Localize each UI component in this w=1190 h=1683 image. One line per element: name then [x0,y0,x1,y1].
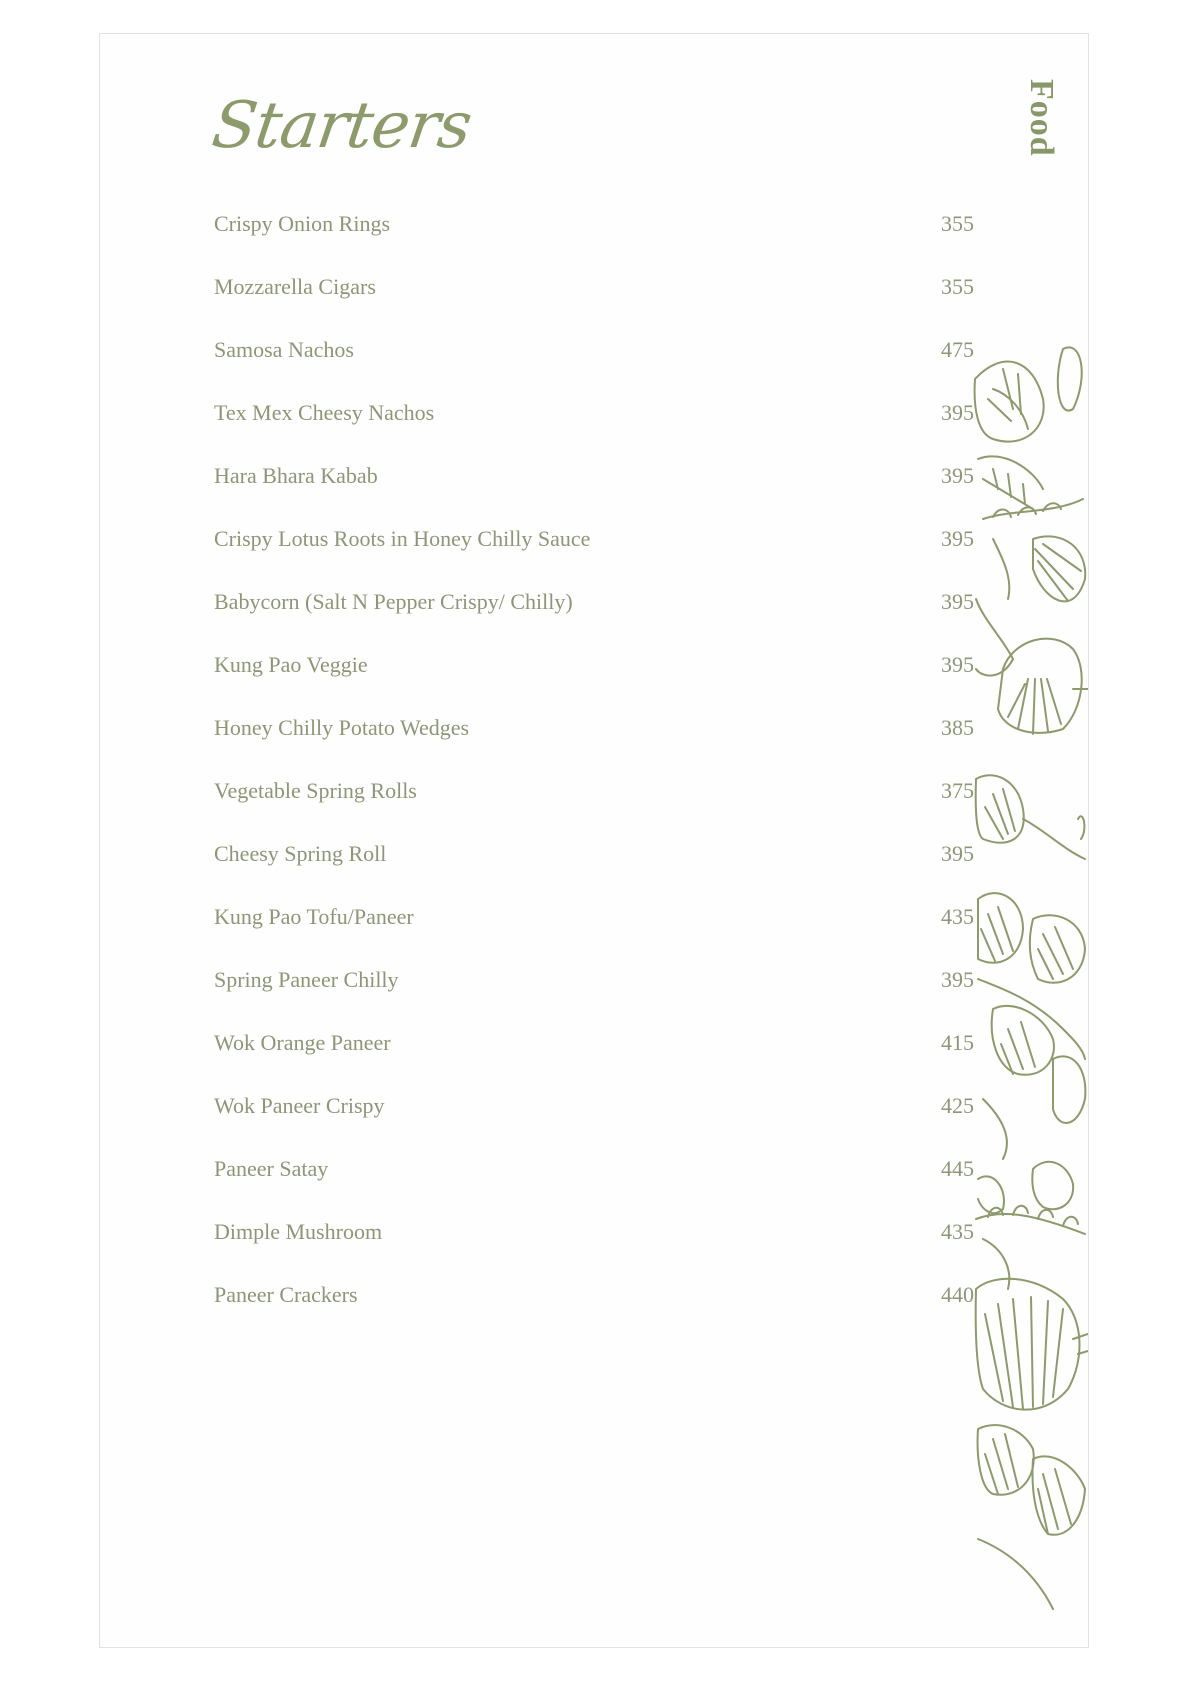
item-price: 375 [941,778,974,803]
item-price: 440 [941,1282,974,1307]
menu-item [214,841,974,904]
item-name: Mozzarella Cigars [214,274,376,299]
item-price: 425 [941,1093,974,1118]
botanical-illustration [973,339,1088,1619]
menu-page [99,33,1089,1648]
menu-item [214,526,974,589]
menu-item [214,1030,974,1093]
menu-item [214,1093,974,1156]
item-price: 395 [941,841,974,866]
item-name: Kung Pao Tofu/Paneer [214,904,414,929]
item-price: 395 [941,589,974,614]
menu-item [214,967,974,1030]
item-price: 415 [941,1030,974,1055]
item-name: Cheesy Spring Roll [214,841,387,866]
item-price: 385 [941,715,974,740]
menu-item [214,400,974,463]
item-name: Crispy Onion Rings [214,211,391,236]
item-price: 395 [941,526,974,551]
item-name: Wok Orange Paneer [214,1030,391,1055]
section-title: Starters [207,89,476,163]
item-name: Kung Pao Veggie [214,652,368,677]
menu-item [214,274,974,337]
item-price: 355 [941,211,974,236]
item-price: 395 [941,400,974,425]
item-price: 395 [941,967,974,992]
menu-item [214,463,974,526]
item-name: Paneer Satay [214,1156,329,1181]
item-name: Paneer Crackers [214,1282,358,1307]
item-price: 395 [941,463,974,488]
category-label: Food [1023,79,1060,157]
menu-item [214,211,974,274]
item-name: Honey Chilly Potato Wedges [214,715,470,740]
item-price: 395 [941,652,974,677]
menu-item [214,1156,974,1219]
item-price: 475 [941,337,974,362]
menu-item [214,337,974,400]
item-price: 355 [941,274,974,299]
item-price: 435 [941,904,974,929]
menu-item [214,1282,974,1345]
menu-item [214,1219,974,1282]
item-name: Wok Paneer Crispy [214,1093,385,1118]
item-price: 435 [941,1219,974,1244]
item-name: Crispy Lotus Roots in Honey Chilly Sauce [214,526,591,551]
menu-list [214,211,974,1345]
menu-item [214,778,974,841]
item-name: Dimple Mushroom [214,1219,383,1244]
menu-item [214,589,974,652]
item-name: Tex Mex Cheesy Nachos [214,400,435,425]
item-name: Hara Bhara Kabab [214,463,378,488]
item-name: Samosa Nachos [214,337,354,362]
item-name: Babycorn (Salt N Pepper Crispy/ Chilly) [214,589,573,614]
menu-item [214,652,974,715]
menu-item [214,715,974,778]
menu-item [214,904,974,967]
item-price: 445 [941,1156,974,1181]
item-name: Spring Paneer Chilly [214,967,399,992]
item-name: Vegetable Spring Rolls [214,778,417,803]
